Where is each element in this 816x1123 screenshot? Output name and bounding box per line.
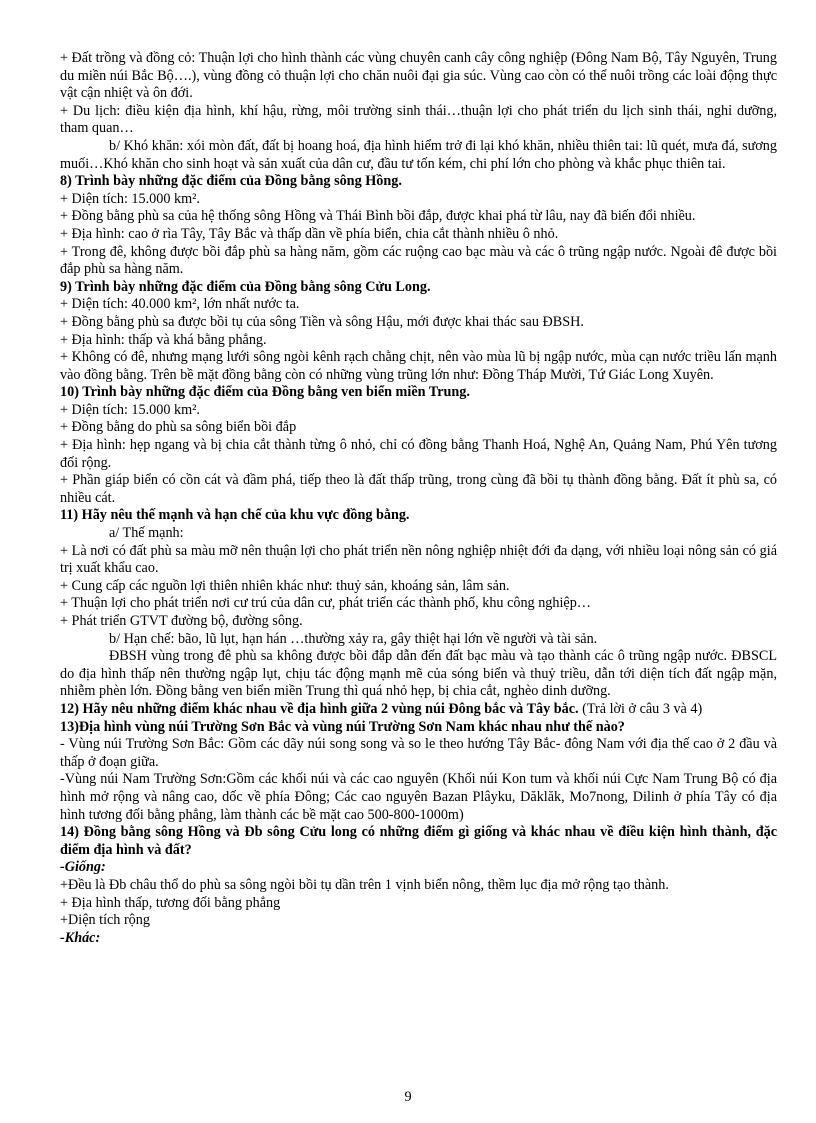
question-heading-note: (Trả lời ở câu 3 và 4): [578, 700, 703, 717]
paragraph: a/ Thế mạnh:: [109, 525, 184, 542]
question-heading: 14) Đồng bằng sông Hồng và Đb sông Cửu long có những điểm gì giống và khác nhau về điều kiện hình thành, đặc điểm địa hình và đất?: [60, 824, 777, 858]
question-heading: 9) Trình bày những đặc điểm của Đồng bằng sông Cửu Long.: [60, 278, 431, 295]
question-heading: 10) Trình bày những đặc điểm của Đồng bằng ven biển miền Trung.: [60, 384, 470, 401]
question-heading: 13)Địa hình vùng núi Trường Sơn Bắc và vùng núi Trường Sơn Nam khác nhau như thế nào?: [60, 718, 625, 735]
paragraph: + Diện tích: 15.000 km².: [60, 190, 200, 207]
paragraph: + Thuận lợi cho phát triển nơi cư trú của dân cư, phát triển các thành phố, khu công nghiệp…: [60, 595, 591, 612]
paragraph: + Diện tích: 15.000 km².: [60, 401, 200, 418]
paragraph: b/ Khó khăn: xói mòn đất, đất bị hoang hoá, địa hình hiểm trở đi lại khó khăn, nhiều thiên tai: lũ quét, mưa đá, sương muối…Khó khăn cho sinh hoạt và sản xuất của dân cư, đầu tư tốn kém, chi phí lớn cho phòng và khắc phục thiên tai.: [60, 137, 777, 172]
paragraph: + Du lịch: điều kiện địa hình, khí hậu, rừng, môi trường sinh thái…thuận lợi cho phát triển du lịch sinh thái, nghỉ dưỡng, tham quan…: [60, 102, 777, 137]
section-label: -Giống:: [60, 859, 106, 876]
paragraph: +Diện tích rộng: [60, 912, 150, 929]
question-heading: 11) Hãy nêu thế mạnh và hạn chế của khu vực đồng bằng.: [60, 507, 410, 524]
section-label: -Khác:: [60, 929, 101, 946]
paragraph: + Là nơi có đất phù sa màu mỡ nên thuận lợi cho phát triển nền nông nghiệp nhiệt đới đa dạng, với nhiều loại nông sản có giá trị xuất khẩu cao.: [60, 542, 777, 577]
question-heading: 8) Trình bày những đặc điểm của Đồng bằng sông Hồng.: [60, 173, 402, 190]
paragraph: + Không có đê, nhưng mạng lưới sông ngòi kênh rạch chằng chịt, nên vào mùa lũ bị ngập nước, mùa cạn nước triều lấn mạnh vào đồng bằng. Trên bề mặt đồng bằng còn có những vùng trũng lớn như: Đồng Tháp Mười, Tứ Giác Long Xuyên.: [60, 349, 777, 383]
paragraph: + Cung cấp các nguồn lợi thiên nhiên khác như: thuỷ sản, khoáng sản, lâm sản.: [60, 577, 510, 594]
paragraph: +Đều là Đb châu thổ do phù sa sông ngòi bồi tụ dần trên 1 vịnh biển nông, thềm lục địa mở rộng tạo thành.: [60, 876, 669, 893]
paragraph: + Đồng bằng phù sa được bồi tụ của sông Tiền và sông Hậu, mới được khai thác sau ĐBSH.: [60, 313, 584, 330]
paragraph: + Phần giáp biển có cồn cát và đầm phá, tiếp theo là đất thấp trũng, trong cùng đã bồi tụ thành đồng bằng. Đất ít phù sa, có nhiều cát.: [60, 472, 777, 506]
paragraph: ĐBSH vùng trong đê phù sa không được bồi đắp dẫn đến đất bạc màu và tạo thành các ô trũng ngập nước. ĐBSCL do địa hình thấp nên thường ngập lụt, chịu tác động mạnh mẽ của sóng biển và thuỷ triều, dẫn tới diện tích đất ngập mặn, nhiễm phèn lớn. Đồng bằng ven biển miền Trung thì quá nhỏ hẹp, bị chia cắt, nghèo dinh dưỡng.: [60, 648, 777, 700]
question-heading-text: 12) Hãy nêu những điểm khác nhau về địa hình giữa 2 vùng núi Đông bắc và Tây bắc.: [60, 700, 579, 717]
document-body: [60, 50, 777, 947]
paragraph: + Đồng bằng do phù sa sông biển bồi đắp: [60, 419, 297, 436]
paragraph: + Địa hình: hẹp ngang và bị chia cắt thành từng ô nhỏ, chỉ có đồng bằng Thanh Hoá, Nghệ An, Quảng Nam, Phú Yên tương đối rộng.: [60, 437, 777, 471]
paragraph: + Diện tích: 40.000 km², lớn nhất nước ta.: [60, 296, 300, 313]
paragraph: + Đồng bằng phù sa của hệ thống sông Hồng và Thái Bình bồi đắp, được khai phá từ lâu, nay đã biến đổi nhiều.: [60, 208, 696, 225]
paragraph: + Địa hình: thấp và khá bằng phẳng.: [60, 331, 267, 348]
page-number: 9: [404, 1089, 412, 1105]
paragraph: -Vùng núi Nam Trường Sơn:Gồm các khối núi và các cao nguyên (Khối núi Kon tum và khối núi Cực Nam Trung Bộ có địa hình mở rộng và nâng cao, dốc về phía Đông; Các cao nguyên Bazan Plâyku, Dăklăk, Mo7nong, Dilinh ở phía Tây có địa hình tương đối bằng phẳng, làm thành các bề mặt cao 500-800-1000m): [60, 771, 777, 823]
question-heading: [60, 701, 777, 719]
paragraph: - Vùng núi Trường Sơn Bắc: Gồm các dãy núi song song và so le theo hướng Tây Bắc- đông Nam với địa thế cao ở 2 đầu và thấp ở đoạn giữa.: [60, 736, 777, 770]
paragraph: + Trong đê, không được bồi đắp phù sa hàng năm, gồm các ruộng cao bạc màu và các ô trũng ngập nước. Ngoài đê được bồi đắp phù sa hàng năm.: [60, 243, 777, 278]
paragraph: + Địa hình: cao ở rìa Tây, Tây Bắc và thấp dần về phía biển, chia cắt thành nhiều ô nhỏ.: [60, 225, 559, 242]
paragraph: + Phát triển GTVT đường bộ, đường sông.: [60, 613, 303, 629]
paragraph: + Đất trồng và đồng cỏ: Thuận lợi cho hình thành các vùng chuyên canh cây công nghiệp (Đông Nam Bộ, Tây Nguyên, Trung du miền núi Bắc Bộ….), vùng đồng cỏ thuận lợi cho chăn nuôi đại gia súc. Vùng cao còn có thể nuôi trồng các loài động thực vật cận nhiệt và ôn đới.: [60, 50, 777, 102]
paragraph: + Địa hình thấp, tương đối bằng phẳng: [60, 894, 281, 911]
paragraph: b/ Hạn chế: bão, lũ lụt, hạn hán …thường xảy ra, gây thiệt hại lớn về người và tài sản.: [109, 630, 598, 647]
